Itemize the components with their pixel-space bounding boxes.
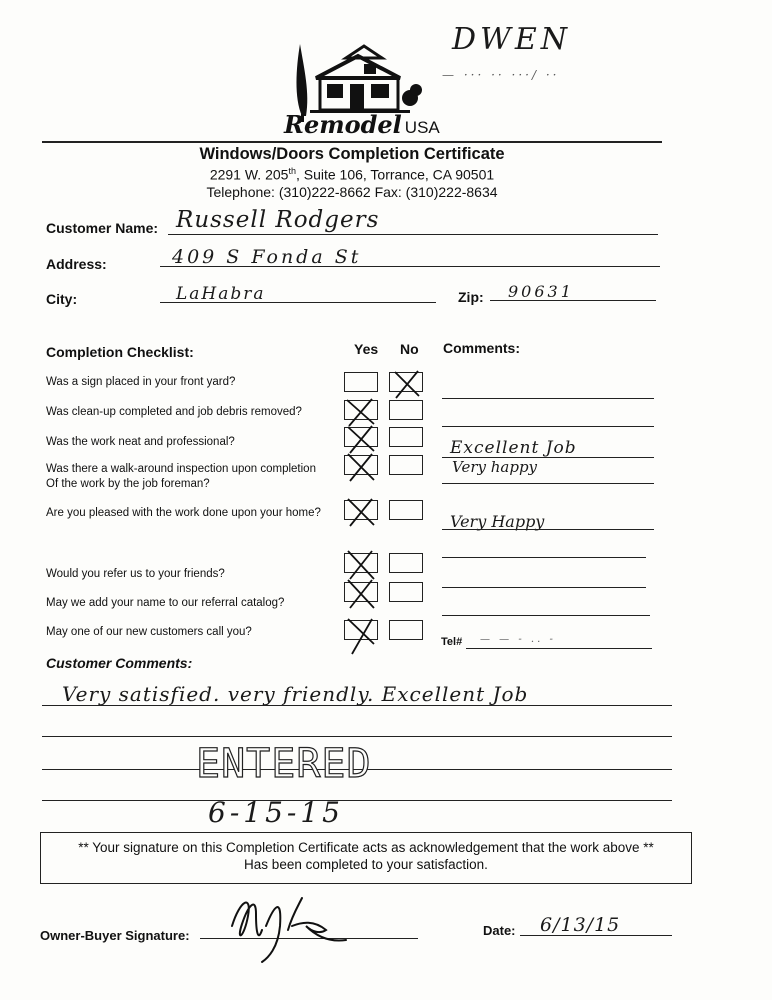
yes-checkbox[interactable] <box>344 400 378 420</box>
checklist-title: Completion Checklist: <box>46 344 194 360</box>
customer-name-label: Customer Name: <box>46 220 159 236</box>
city-line <box>160 302 436 303</box>
checklist-question: May we add your name to our referral catalog? <box>46 597 285 609</box>
header-rule <box>42 141 662 143</box>
company-logo <box>280 38 440 139</box>
zip-line <box>490 300 656 301</box>
comment-handwritten[interactable]: Very Happy <box>450 512 545 531</box>
yes-checkbox[interactable] <box>344 427 378 447</box>
address-sup: th <box>288 166 296 176</box>
comment-rule <box>42 705 672 706</box>
checklist-question-continued: Of the work by the job foreman? <box>46 478 210 490</box>
acknowledgement-notice <box>40 832 692 884</box>
check-x-mark <box>342 549 382 579</box>
address-part: 2291 W. 205 <box>209 166 289 183</box>
no-checkbox[interactable] <box>389 553 423 573</box>
checklist-question: Would you refer us to your friends? <box>46 568 225 580</box>
certificate-header <box>42 145 662 200</box>
comment-handwritten[interactable]: Very happy <box>452 458 538 476</box>
comment-line <box>442 557 646 558</box>
no-checkbox[interactable] <box>389 455 423 475</box>
checklist-question: Was a sign placed in your front yard? <box>46 376 236 388</box>
yes-checkbox[interactable] <box>344 500 378 520</box>
company-phone: Telephone: (310)222-8662 Fax: (310)222-8634 <box>206 183 498 200</box>
checklist-question: Was the work neat and professional? <box>46 436 235 448</box>
zip-label: Zip: <box>458 289 484 305</box>
city-label: City: <box>46 291 78 307</box>
no-checkbox[interactable] <box>389 372 423 392</box>
date-value[interactable]: 6/13/15 <box>540 914 621 936</box>
entered-stamp: ENTERED <box>196 741 372 787</box>
company-address <box>42 166 662 183</box>
yes-checkbox[interactable] <box>344 582 378 602</box>
check-x-mark <box>342 451 382 481</box>
yes-column-header: Yes <box>354 341 379 357</box>
no-checkbox[interactable] <box>389 500 423 520</box>
check-x-mark <box>342 496 382 526</box>
comment-handwritten[interactable]: Excellent Job <box>450 438 577 458</box>
customer-comments-text[interactable]: Very satisfied. very friendly. Excellent Job <box>62 682 529 706</box>
no-checkbox[interactable] <box>389 427 423 447</box>
date-line <box>520 935 672 936</box>
city-value[interactable]: LaHabra <box>176 284 266 304</box>
address-label: Address: <box>46 256 107 272</box>
comment-line <box>442 529 654 530</box>
no-checkbox[interactable] <box>389 620 423 640</box>
no-column-header: No <box>400 341 419 357</box>
tel-scribble: — — - .. - <box>480 634 556 645</box>
check-x-mark <box>342 396 382 426</box>
yes-checkbox[interactable] <box>344 455 378 475</box>
check-x-mark <box>342 578 382 608</box>
comment-line <box>442 587 646 588</box>
stamp-date: 6-15-15 <box>208 796 344 829</box>
customer-name-value[interactable]: Russell Rodgers <box>176 207 380 233</box>
handwritten-scribble: — ··· ·· ···/ ·· <box>442 68 560 82</box>
address-value[interactable]: 409 S Fonda St <box>172 246 362 268</box>
checklist-question: Was clean-up completed and job debris removed? <box>46 406 302 418</box>
comment-line <box>442 426 654 427</box>
handwritten-note: DWEN <box>452 22 572 57</box>
comment-rule <box>42 736 672 737</box>
yes-checkbox[interactable] <box>344 372 378 392</box>
signature-label: Owner-Buyer Signature: <box>40 928 190 943</box>
customer-comments-title: Customer Comments: <box>46 655 193 671</box>
signature-scribble[interactable] <box>222 886 362 971</box>
customer-name-line <box>168 234 658 235</box>
no-checkbox[interactable] <box>389 582 423 602</box>
checklist-question: Are you pleased with the work done upon your home? <box>46 507 321 519</box>
certificate-title: Windows/Doors Completion Certificate <box>199 145 505 163</box>
tel-line <box>466 648 652 649</box>
checklist-question: May one of our new customers call you? <box>46 626 252 638</box>
comment-rule <box>42 800 672 801</box>
notice-line: ** Your signature on this Completion Certificate acts as acknowledgement that the work above ** <box>78 840 654 855</box>
notice-line: Has been completed to your satisfaction. <box>244 857 488 872</box>
logo-brand: Remodel <box>284 110 402 139</box>
tel-label: Tel# <box>441 636 463 648</box>
address-line <box>160 266 660 267</box>
logo-suffix: USA <box>404 118 440 137</box>
check-x-mark <box>342 423 382 453</box>
check-x-mark <box>342 616 382 656</box>
yes-checkbox[interactable] <box>344 620 378 640</box>
zip-value[interactable]: 90631 <box>508 282 574 301</box>
comment-line <box>442 615 650 616</box>
yes-checkbox[interactable] <box>344 553 378 573</box>
comment-line <box>442 483 654 484</box>
signature-graphic <box>222 886 362 966</box>
comments-column-header: Comments: <box>443 340 521 356</box>
comment-line <box>442 398 654 399</box>
checklist-question: Was there a walk-around inspection upon completion <box>46 463 316 475</box>
no-checkbox[interactable] <box>389 400 423 420</box>
address-part: , Suite 106, Torrance, CA 90501 <box>295 166 495 183</box>
check-x-mark <box>387 368 427 398</box>
date-label: Date: <box>483 923 516 938</box>
